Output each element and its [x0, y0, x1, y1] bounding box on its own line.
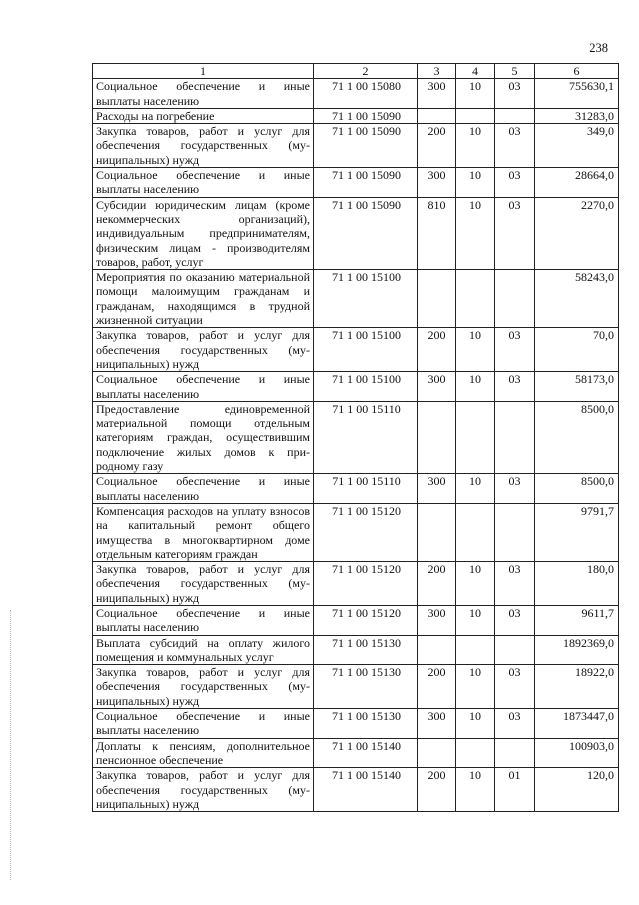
subsection-cell: 03: [495, 79, 535, 109]
table-row: [93, 768, 619, 812]
subsection-cell: [495, 635, 535, 665]
table-row: [93, 79, 619, 109]
table-row: [93, 124, 619, 168]
header-cell: 6: [535, 64, 619, 79]
subsection-cell: [495, 270, 535, 328]
row-name-cell: Закупка товаров, работ и услуг для обеспечения государственных (муниципальных) нужд: [93, 124, 314, 168]
expense-type-cell: 300: [418, 168, 456, 198]
table-row: [93, 401, 619, 473]
expense-type-cell: 300: [418, 709, 456, 739]
table-row: [93, 328, 619, 372]
expense-type-cell: 300: [418, 372, 456, 402]
subsection-cell: 03: [495, 124, 535, 168]
amount-cell: 58173,0: [535, 372, 619, 402]
amount-cell: 58243,0: [535, 270, 619, 328]
row-name-cell: Социальное обеспечение и иные выплаты населению: [93, 79, 314, 109]
budget-code-cell: 71 1 00 15090: [314, 168, 418, 198]
budget-code-cell: 71 1 00 15100: [314, 372, 418, 402]
section-cell: [456, 108, 495, 123]
expense-type-cell: [418, 503, 456, 561]
row-name-cell: Социальное обеспечение и иные выплаты населению: [93, 372, 314, 402]
amount-cell: 120,0: [535, 768, 619, 812]
amount-cell: 2270,0: [535, 197, 619, 269]
amount-cell: 9791,7: [535, 503, 619, 561]
subsection-cell: 03: [495, 562, 535, 606]
budget-code-cell: 71 1 00 15110: [314, 401, 418, 473]
section-cell: 10: [456, 168, 495, 198]
header-cell: 2: [314, 64, 418, 79]
amount-cell: 1892369,0: [535, 635, 619, 665]
budget-code-cell: 71 1 00 15120: [314, 605, 418, 635]
expense-type-cell: 810: [418, 197, 456, 269]
amount-cell: 8500,0: [535, 474, 619, 504]
page-number: 238: [589, 41, 608, 55]
expense-type-cell: [418, 108, 456, 123]
subsection-cell: 03: [495, 372, 535, 402]
header-cell: 1: [93, 64, 314, 79]
subsection-cell: [495, 108, 535, 123]
section-cell: 10: [456, 328, 495, 372]
subsection-cell: 03: [495, 709, 535, 739]
table-row: [93, 372, 619, 402]
table-row: [93, 503, 619, 561]
table-row: [93, 108, 619, 123]
row-name-cell: Социальное обеспечение и иные выплаты населению: [93, 168, 314, 198]
scan-edge-line: [10, 610, 11, 880]
subsection-cell: [495, 503, 535, 561]
amount-cell: 349,0: [535, 124, 619, 168]
section-cell: 10: [456, 768, 495, 812]
header-cell: 3: [418, 64, 456, 79]
row-name-cell: Предоставление единовременной материальной помощи отдельным категориям граждан, осуществившим подключение жилых домов к природному газу: [93, 401, 314, 473]
subsection-cell: 03: [495, 474, 535, 504]
expense-type-cell: 200: [418, 768, 456, 812]
amount-cell: 70,0: [535, 328, 619, 372]
expense-type-cell: 200: [418, 328, 456, 372]
header-row: [93, 64, 619, 79]
section-cell: 10: [456, 124, 495, 168]
row-name-cell: Расходы на погребение: [93, 108, 314, 123]
section-cell: 10: [456, 79, 495, 109]
table-row: [93, 635, 619, 665]
budget-code-cell: 71 1 00 15090: [314, 108, 418, 123]
budget-code-cell: 71 1 00 15120: [314, 562, 418, 606]
table-row: [93, 709, 619, 739]
row-name-cell: Мероприятия по оказанию материальной помощи малоимущим гражданам и гражданам, находящимся в трудной жизненной ситуации: [93, 270, 314, 328]
expense-type-cell: 300: [418, 474, 456, 504]
section-cell: [456, 503, 495, 561]
header-cell: 5: [495, 64, 535, 79]
expense-type-cell: [418, 401, 456, 473]
amount-cell: 28664,0: [535, 168, 619, 198]
section-cell: 10: [456, 372, 495, 402]
row-name-cell: Закупка товаров, работ и услуг для обеспечения государственных (муниципальных) нужд: [93, 328, 314, 372]
amount-cell: 100903,0: [535, 738, 619, 768]
table-body: [93, 79, 619, 812]
amount-cell: 9611,7: [535, 605, 619, 635]
row-name-cell: Субсидии юридическим лицам (кроме некоммерческих организаций), индивидуальным предпринимателям, физическим лицам - производителям товаров, работ, услуг: [93, 197, 314, 269]
budget-code-cell: 71 1 00 15120: [314, 503, 418, 561]
section-cell: 10: [456, 197, 495, 269]
section-cell: 10: [456, 665, 495, 709]
row-name-cell: Выплата субсидий на оплату жилого помещения и коммунальных услуг: [93, 635, 314, 665]
row-name-cell: Закупка товаров, работ и услуг для обеспечения государственных (муниципальных) нужд: [93, 768, 314, 812]
expense-type-cell: [418, 635, 456, 665]
section-cell: 10: [456, 474, 495, 504]
amount-cell: 18922,0: [535, 665, 619, 709]
budget-code-cell: 71 1 00 15130: [314, 665, 418, 709]
section-cell: 10: [456, 562, 495, 606]
budget-code-cell: 71 1 00 15130: [314, 709, 418, 739]
budget-code-cell: 71 1 00 15100: [314, 270, 418, 328]
header-cell: 4: [456, 64, 495, 79]
subsection-cell: [495, 401, 535, 473]
expense-type-cell: 200: [418, 562, 456, 606]
budget-code-cell: 71 1 00 15090: [314, 197, 418, 269]
subsection-cell: 03: [495, 605, 535, 635]
section-cell: [456, 635, 495, 665]
section-cell: 10: [456, 605, 495, 635]
budget-code-cell: 71 1 00 15140: [314, 768, 418, 812]
row-name-cell: Социальное обеспечение и иные выплаты населению: [93, 474, 314, 504]
budget-code-cell: 71 1 00 15080: [314, 79, 418, 109]
budget-code-cell: 71 1 00 15140: [314, 738, 418, 768]
subsection-cell: [495, 738, 535, 768]
subsection-cell: 03: [495, 168, 535, 198]
amount-cell: 755630,1: [535, 79, 619, 109]
expense-type-cell: 200: [418, 665, 456, 709]
table-row: [93, 665, 619, 709]
expense-type-cell: 200: [418, 124, 456, 168]
table-row: [93, 168, 619, 198]
section-cell: [456, 270, 495, 328]
row-name-cell: Социальное обеспечение и иные выплаты населению: [93, 709, 314, 739]
table-row: [93, 474, 619, 504]
section-cell: [456, 738, 495, 768]
row-name-cell: Доплаты к пенсиям, дополнительное пенсионное обеспечение: [93, 738, 314, 768]
table-row: [93, 562, 619, 606]
section-cell: [456, 401, 495, 473]
table-row: [93, 605, 619, 635]
budget-table: [92, 63, 619, 812]
row-name-cell: Компенсация расходов на уплату взносов на капитальный ремонт общего имущества в многоквартирном доме отдельным категориям граждан: [93, 503, 314, 561]
subsection-cell: 01: [495, 768, 535, 812]
subsection-cell: 03: [495, 197, 535, 269]
expense-type-cell: 300: [418, 79, 456, 109]
row-name-cell: Закупка товаров, работ и услуг для обеспечения государственных (муниципальных) нужд: [93, 665, 314, 709]
amount-cell: 180,0: [535, 562, 619, 606]
row-name-cell: Социальное обеспечение и иные выплаты населению: [93, 605, 314, 635]
subsection-cell: 03: [495, 665, 535, 709]
amount-cell: 1873447,0: [535, 709, 619, 739]
subsection-cell: 03: [495, 328, 535, 372]
amount-cell: 31283,0: [535, 108, 619, 123]
amount-cell: 8500,0: [535, 401, 619, 473]
row-name-cell: Закупка товаров, работ и услуг для обеспечения государственных (муниципальных) нужд: [93, 562, 314, 606]
table-row: [93, 270, 619, 328]
expense-type-cell: [418, 270, 456, 328]
budget-code-cell: 71 1 00 15100: [314, 328, 418, 372]
budget-code-cell: 71 1 00 15130: [314, 635, 418, 665]
section-cell: 10: [456, 709, 495, 739]
expense-type-cell: 300: [418, 605, 456, 635]
table-row: [93, 197, 619, 269]
table-row: [93, 738, 619, 768]
budget-code-cell: 71 1 00 15090: [314, 124, 418, 168]
budget-code-cell: 71 1 00 15110: [314, 474, 418, 504]
expense-type-cell: [418, 738, 456, 768]
